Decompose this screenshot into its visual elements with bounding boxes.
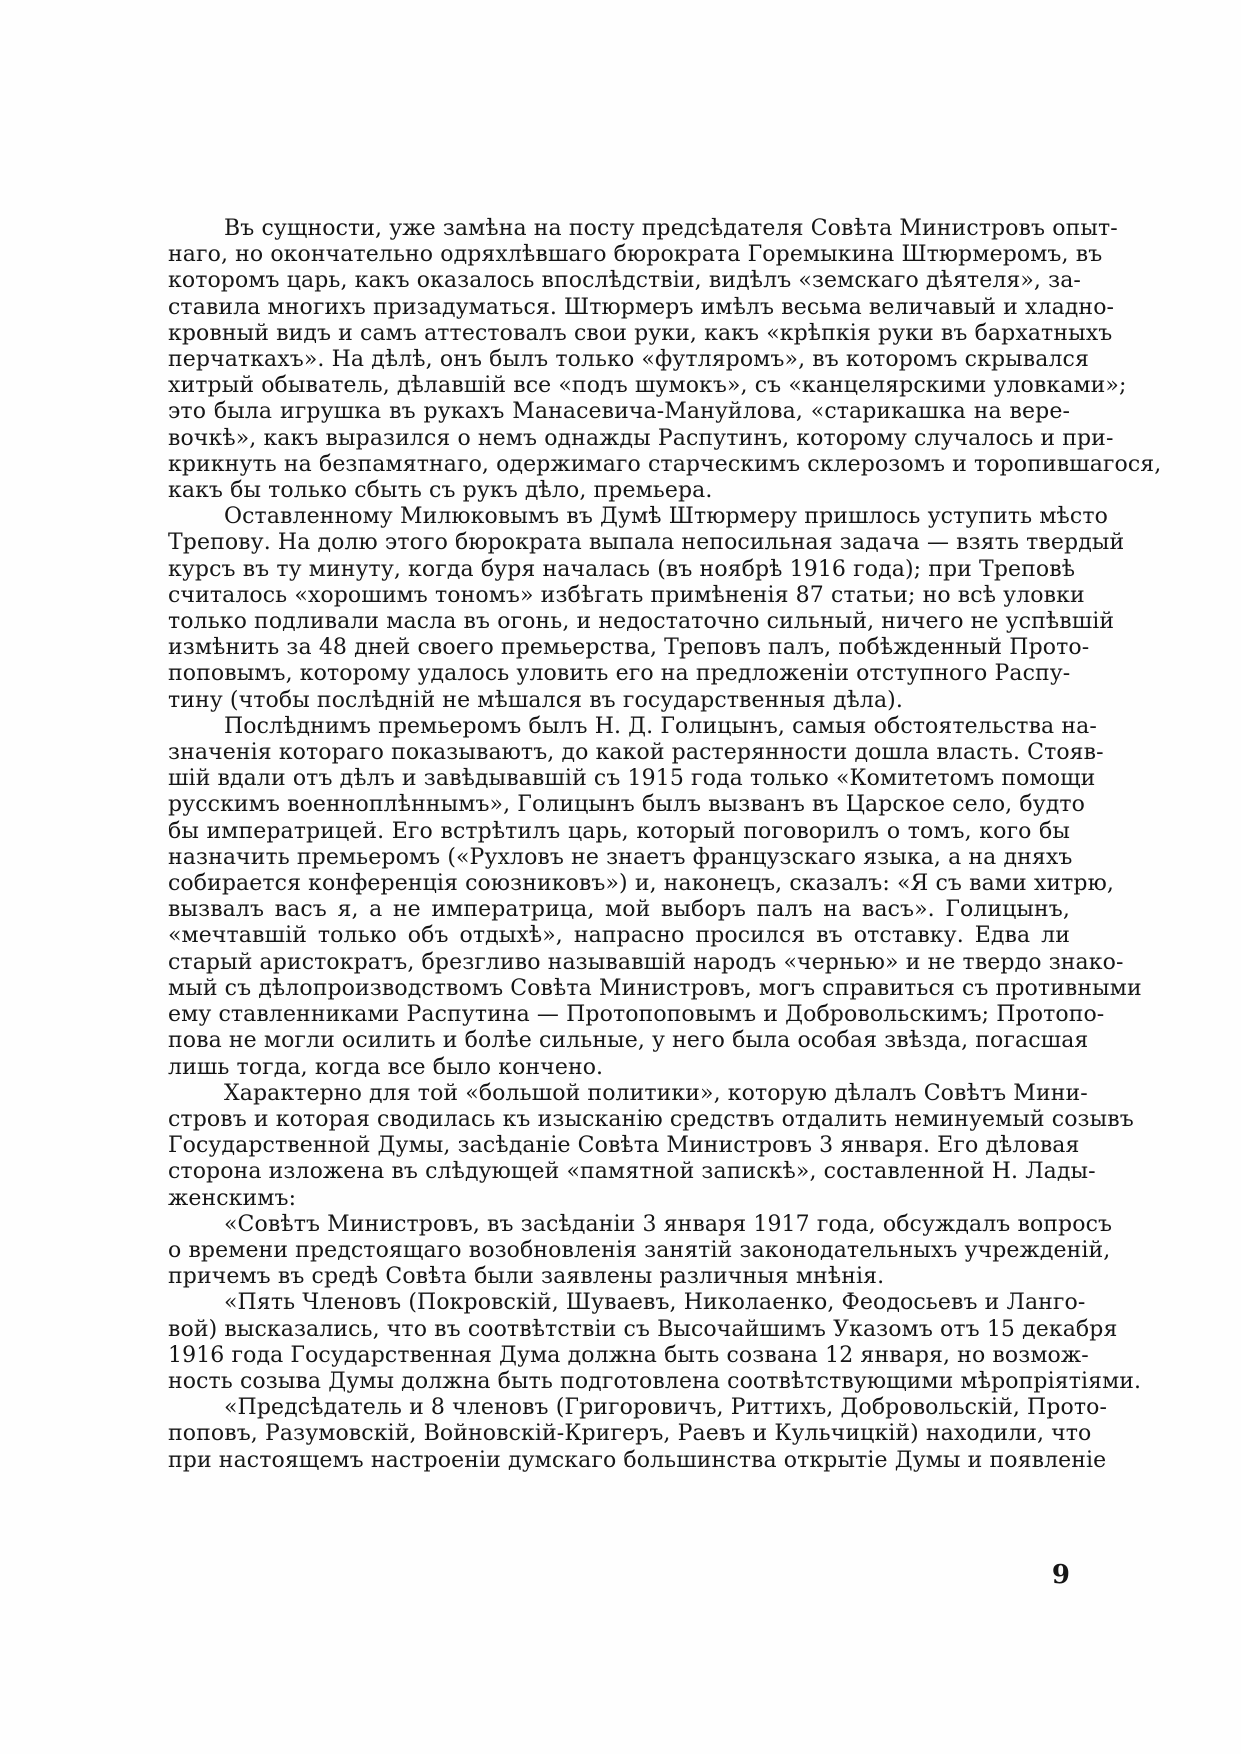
text-line: Въ сущности, уже замѣна на посту предсѣдателя Совѣта Министровъ опыт- xyxy=(224,216,1118,241)
text-line: мый съ дѣлопроизводствомъ Совѣта Министровъ, могъ справиться съ противными xyxy=(168,975,1142,1001)
text-line: шій вдали отъ дѣлъ и завѣдывавшій съ 1915 года только «Комитетомъ помощи xyxy=(168,766,1096,792)
text-line: вызвалъ васъ я, а не императрица, мой выборъ палъ на васъ». Голицынъ, xyxy=(168,897,1070,923)
text-line: значенія котораго показываютъ, до какой растерянности дошла власть. Стояв- xyxy=(168,740,1104,766)
text-line: считалось «хорошимъ тономъ» избѣгать примѣненія 87 статьи; но всѣ уловки xyxy=(168,582,1085,608)
text-line: при настоящемъ настроеніи думскаго большинства открытіе Думы и появленіе xyxy=(168,1447,1107,1473)
text-line: Трепову. На долю этого бюрократа выпала непосильная задача — взять твердый xyxy=(168,530,1125,556)
text-line: стровъ и которая сводилась къ изысканію средствъ отдалить неминуемый созывъ xyxy=(168,1106,1134,1132)
text-line: «Пять Членовъ (Покровскій, Шуваевъ, Николаенко, Феодосьевъ и Ланго- xyxy=(224,1290,1086,1316)
paragraph xyxy=(168,1395,1107,1474)
text-line: Государственной Думы, засѣданіе Совѣта Министровъ 3 января. Его дѣловая xyxy=(168,1133,1080,1159)
text-line: собирается конференція союзниковъ») и, наконецъ, сказалъ: «Я съ вами хитрю, xyxy=(168,871,1114,897)
text-line: лишь тогда, когда все было кончено. xyxy=(168,1054,604,1080)
text-line: хитрый обыватель, дѣлавшій все «подъ шумокъ», съ «канцелярскими уловками»; xyxy=(168,373,1127,399)
paragraph xyxy=(168,1211,1113,1291)
text-line: измѣнить за 48 дней своего премьерства, Треповъ палъ, побѣжденный Прото- xyxy=(168,635,1090,661)
text-line: ставила многихъ призадуматься. Штюрмеръ имѣлъ весьма величавый и хладно- xyxy=(168,294,1115,320)
text-line: ность созыва Думы должна быть подготовлена соотвѣтствующими мѣропріятіями. xyxy=(168,1368,1142,1394)
text-line: вочкѣ», какъ выразился о немъ однажды Распутинъ, которому случалось и при- xyxy=(168,425,1114,451)
text-line: перчаткахъ». На дѣлѣ, онъ былъ только «футляромъ», въ которомъ скрывался xyxy=(168,347,1089,373)
text-line: Характерно для той «большой политики», которую дѣлалъ Совѣтъ Мини- xyxy=(224,1080,1088,1106)
text-line: «мечтавшій только объ отдыхѣ», напрасно просился въ отставку. Едва ли xyxy=(168,923,1070,949)
paragraph xyxy=(168,504,1125,714)
text-line: причемъ въ средѣ Совѣта были заявлены различныя мнѣнія. xyxy=(168,1264,885,1290)
text-line: о времени предстоящаго возобновленія занятій законодательныхъ учрежденій, xyxy=(168,1237,1111,1263)
text-line: курсъ въ ту минуту, когда буря началась (въ ноябрѣ 1916 года); при Треповѣ xyxy=(168,556,1076,582)
text-line: какъ бы только сбыть съ рукъ дѣло, премьера. xyxy=(168,478,713,504)
text-line: тину (чтобы послѣдній не мѣшался въ государственныя дѣла). xyxy=(168,687,903,713)
text-line: крикнуть на безпамятнаго, одержимаго старческимъ склерозомъ и торопившагося, xyxy=(168,451,1162,477)
page-body-text xyxy=(168,216,1162,1474)
text-line: Оставленному Милюковымъ въ Думѣ Штюрмеру пришлось уступить мѣсто xyxy=(224,504,1108,530)
text-line: «Совѣтъ Министровъ, въ засѣданіи 3 января 1917 года, обсуждалъ вопросъ xyxy=(224,1211,1113,1237)
text-line: 1916 года Государственная Дума должна быть созвана 12 января, но возмож- xyxy=(168,1342,1089,1368)
text-line: назначить премьеромъ («Рухловъ не знаетъ французскаго языка, а на дняхъ xyxy=(168,844,1073,870)
page-number: 9 xyxy=(1051,1560,1070,1590)
paragraph xyxy=(168,713,1142,1081)
text-line: это была игрушка въ рукахъ Манасевича-Мануйлова, «старикашка на вере- xyxy=(168,399,1070,425)
text-line: поповъ, Разумовскій, Войновскій-Кригеръ, Раевъ и Кульчицкій) находили, что xyxy=(168,1421,1092,1447)
text-line: ему ставленниками Распутина — Протопоповымъ и Добровольскимъ; Протопо- xyxy=(168,1002,1105,1028)
text-line: «Предсѣдатель и 8 членовъ (Григоровичъ, Риттихъ, Добровольскій, Прото- xyxy=(224,1395,1107,1421)
text-line: русскимъ военноплѣннымъ», Голицынъ былъ вызванъ въ Царское село, будто xyxy=(168,792,1086,818)
text-line: которомъ царь, какъ оказалось впослѣдствіи, видѣлъ «земскаго дѣятеля», за- xyxy=(168,268,1081,294)
text-line: бы императрицей. Его встрѣтилъ царь, который поговорилъ о томъ, кого бы xyxy=(168,818,1070,844)
text-line: поповымъ, которому удалось уловить его на предложеніи отступного Распу- xyxy=(168,661,1071,687)
text-line: вой) высказались, что въ соотвѣтствіи съ Высочайшимъ Указомъ отъ 15 декабря xyxy=(168,1316,1118,1342)
text-line: женскимъ: xyxy=(168,1185,297,1211)
text-line: сторона изложена въ слѣдующей «памятной запискѣ», составленной Н. Лады- xyxy=(168,1159,1096,1185)
text-line: Послѣднимъ премьеромъ былъ Н. Д. Голицынъ, самыя обстоятельства на- xyxy=(224,713,1097,739)
text-line: пова не могли осилить и болѣе сильные, у него была особая звѣзда, погасшая xyxy=(168,1028,1089,1054)
paragraph xyxy=(168,1290,1142,1395)
text-line: кровный видъ и самъ аттестовалъ свои руки, какъ «крѣпкія руки въ бархатныхъ xyxy=(168,320,1113,346)
paragraph xyxy=(168,216,1162,504)
text-line: только подливали масла въ огонь, и недостаточно сильный, ничего не успѣвшій xyxy=(168,609,1115,635)
text-line: старый аристократъ, брезгливо называвшій народъ «чернью» и не твердо знако- xyxy=(168,949,1124,975)
paragraph xyxy=(168,1080,1134,1212)
text-line: наго, но окончательно одряхлѣвшаго бюрократа Горемыкина Штюрмеромъ, въ xyxy=(168,242,1103,268)
